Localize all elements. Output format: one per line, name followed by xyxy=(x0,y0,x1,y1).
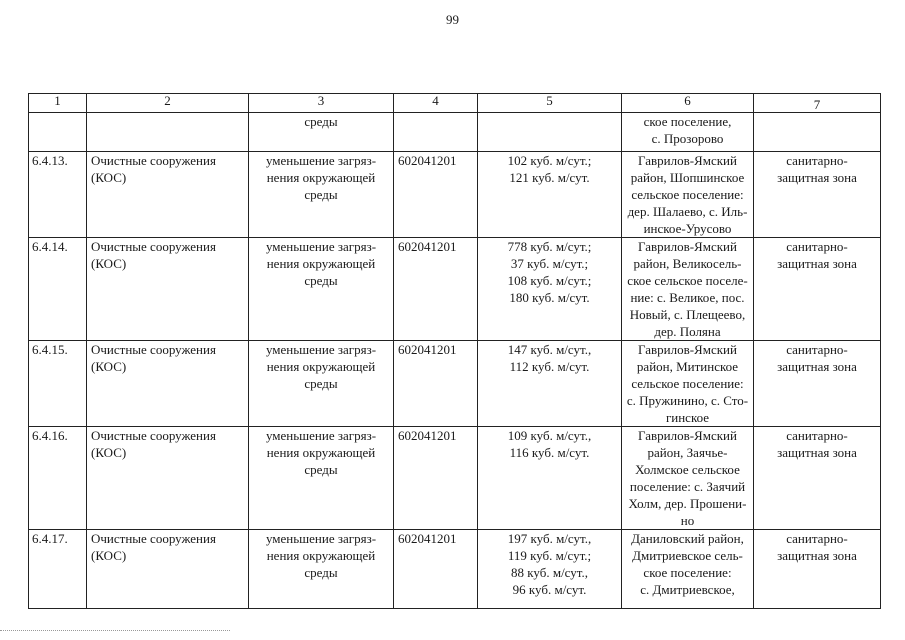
facility-purpose: уменьшение загряз- нения окружающей среды xyxy=(249,427,394,530)
facility-zone: санитарно- защитная зона xyxy=(754,530,881,609)
facility-capacity: 778 куб. м/сут.; 37 куб. м/сут.; 108 куб. м/сут.; 180 куб. м/сут. xyxy=(478,238,622,341)
facility-location: Гаврилов-Ямский район, Заячье- Холмское сельское поселение: с. Заячий Холм, дер. Прошени- но xyxy=(622,427,754,530)
page-number: 99 xyxy=(446,12,459,27)
facility-name: Очистные сооружения (КОС) xyxy=(87,341,249,427)
table-row xyxy=(29,530,881,609)
row-number: 6.4.14. xyxy=(29,238,87,341)
row-number: 6.4.15. xyxy=(29,341,87,427)
facility-code: 602041201 xyxy=(394,341,478,427)
continuation-purpose: среды xyxy=(249,113,394,152)
facility-purpose: уменьшение загряз- нения окружающей среды xyxy=(249,238,394,341)
header-row xyxy=(29,94,881,113)
facility-zone: санитарно- защитная зона xyxy=(754,152,881,238)
row-number: 6.4.16. xyxy=(29,427,87,530)
facility-location: Даниловский район, Дмитриевское сель- ское поселение: с. Дмитриевское, xyxy=(622,530,754,609)
facility-purpose: уменьшение загряз- нения окружающей среды xyxy=(249,530,394,609)
facilities-table xyxy=(28,93,881,609)
facility-zone: санитарно- защитная зона xyxy=(754,427,881,530)
header-cell-1: 1 xyxy=(29,94,87,113)
facility-purpose: уменьшение загряз- нения окружающей среды xyxy=(249,341,394,427)
row-number: 6.4.13. xyxy=(29,152,87,238)
table-row xyxy=(29,341,881,427)
table-row xyxy=(29,238,881,341)
facility-purpose: уменьшение загряз- нения окружающей среды xyxy=(249,152,394,238)
facility-name: Очистные сооружения (КОС) xyxy=(87,238,249,341)
facility-capacity: 147 куб. м/сут., 112 куб. м/сут. xyxy=(478,341,622,427)
facility-capacity: 197 куб. м/сут., 119 куб. м/сут.; 88 куб. м/сут., 96 куб. м/сут. xyxy=(478,530,622,609)
scan-artifact xyxy=(0,626,230,631)
header-cell-4: 4 xyxy=(394,94,478,113)
facility-zone: санитарно- защитная зона xyxy=(754,341,881,427)
table-row xyxy=(29,427,881,530)
facility-name: Очистные сооружения (КОС) xyxy=(87,427,249,530)
facility-location: Гаврилов-Ямский район, Великосель- ское сельское поселе- ние: с. Великое, пос. Новый, с. Плещеево, дер. Поляна xyxy=(622,238,754,341)
facility-code: 602041201 xyxy=(394,427,478,530)
facility-location: Гаврилов-Ямский район, Митинское сельское поселение: с. Пружинино, с. Сто- гинское xyxy=(622,341,754,427)
header-cell-2: 2 xyxy=(87,94,249,113)
facility-location: Гаврилов-Ямский район, Шопшинское сельское поселение: дер. Шалаево, с. Иль- инское-Урусово xyxy=(622,152,754,238)
header-cell-3: 3 xyxy=(249,94,394,113)
continuation-location: ское поселение, с. Прозорово xyxy=(622,113,754,152)
facility-zone: санитарно- защитная зона xyxy=(754,238,881,341)
table-row xyxy=(29,152,881,238)
facility-code: 602041201 xyxy=(394,530,478,609)
header-cell-6: 6 xyxy=(622,94,754,113)
header-cell-7: 7 xyxy=(754,94,881,113)
facility-name: Очистные сооружения (КОС) xyxy=(87,152,249,238)
facility-capacity: 109 куб. м/сут., 116 куб. м/сут. xyxy=(478,427,622,530)
continuation-row xyxy=(29,113,881,152)
facility-name: Очистные сооружения (КОС) xyxy=(87,530,249,609)
facility-code: 602041201 xyxy=(394,238,478,341)
facility-capacity: 102 куб. м/сут.; 121 куб. м/сут. xyxy=(478,152,622,238)
facility-code: 602041201 xyxy=(394,152,478,238)
header-cell-5: 5 xyxy=(478,94,622,113)
row-number: 6.4.17. xyxy=(29,530,87,609)
